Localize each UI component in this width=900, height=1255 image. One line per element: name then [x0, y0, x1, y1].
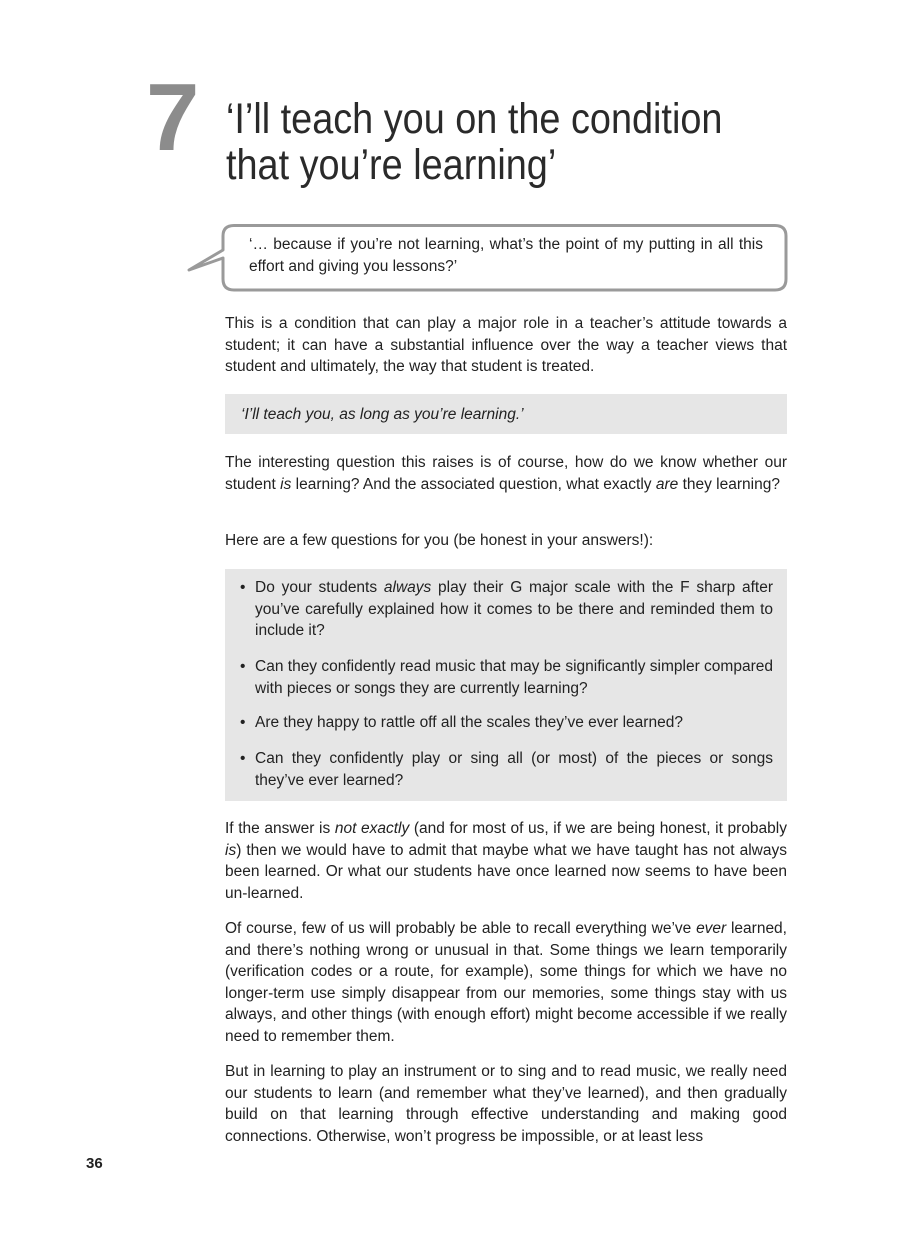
paragraph-text: they learning?	[678, 475, 780, 493]
list-item-part: play their G major scale with the F sharp after you’ve carefully explained how it comes to be there and reminded them to include it?	[255, 579, 773, 639]
bullet-icon: •	[240, 579, 246, 596]
list-item	[240, 748, 773, 791]
bullet-icon: •	[240, 658, 246, 675]
emphasis: not exactly	[334, 820, 410, 837]
paragraph-text: If the answer is	[225, 820, 335, 837]
paragraph-question	[225, 452, 787, 495]
bullet-icon: •	[240, 714, 246, 731]
page-number: 36	[86, 1155, 103, 1172]
list-item-text: Can they confidently read music that may be significantly simpler compared with pieces or songs they are currently learning?	[255, 658, 773, 697]
paragraph-answer	[225, 818, 787, 904]
quote-text: ‘I’ll teach you, as long as you’re learning.’	[241, 406, 524, 423]
paragraph-text: learned, and there’s nothing wrong or unusual in that. Some things we learn temporarily (verification codes or a route, for example), some things for which we have no longer-term use simply disappear from our memories, some things stay with us always, and other things (with enough effort) might become accessible if we really need to remember them.	[225, 920, 787, 1045]
emphasis: ever	[696, 920, 727, 937]
paragraph-text: The interesting question this raises is of course, how do we know whether our student	[225, 454, 787, 493]
paragraph-intro: This is a condition that can play a major role in a teacher’s attitude towards a student; it can have a substantial influence over the way a teacher views that student and ultimately, the way that student is treated.	[225, 315, 787, 375]
paragraph-recall	[225, 918, 787, 1047]
list-item	[240, 656, 773, 699]
list-item	[240, 712, 773, 734]
chapter-number: 7	[146, 64, 198, 171]
quote-box	[225, 394, 787, 434]
list-item-part: Do your students	[255, 579, 384, 596]
paragraph-text: learning? And the associated question, what exactly	[291, 475, 656, 493]
paragraph-text: ) then we would have to admit that maybe what we have taught has not always been learned. Or what our students have once learned now seems to have been un-learned.	[225, 841, 787, 902]
paragraph-text: (and for most of us, if we are being honest, it probably	[409, 820, 787, 837]
speech-bubble	[186, 224, 788, 292]
chapter-title: ‘I’ll teach you on the condition that you’re learning’	[226, 95, 723, 189]
emphasis: always	[383, 579, 432, 596]
emphasis: are	[655, 475, 679, 493]
emphasis: is	[280, 475, 292, 493]
questions-box	[225, 569, 787, 801]
list-item-text	[255, 577, 773, 642]
speech-bubble-text: ‘… because if you’re not learning, what’s the point of my putting in all this effort and giving you lessons?’	[249, 236, 763, 275]
paragraph-lead-in: Here are a few questions for you (be honest in your answers!):	[225, 532, 654, 549]
emphasis: is	[225, 841, 237, 859]
bullet-icon: •	[240, 750, 246, 767]
paragraph-learning: But in learning to play an instrument or to sing and to read music, we really need our students to learn (and remember what they’ve learned), and then gradually build on that learning through effective understanding and making good connections. Otherwise, won’t progress be impossible, or at least less	[225, 1063, 787, 1145]
paragraph-text: Of course, few of us will probably be able to recall everything we’ve	[225, 920, 697, 937]
list-item-text: Are they happy to rattle off all the scales they’ve ever learned?	[255, 714, 683, 731]
list-item	[240, 577, 773, 642]
list-item-text: Can they confidently play or sing all (or most) of the pieces or songs they’ve ever learned?	[255, 750, 773, 789]
